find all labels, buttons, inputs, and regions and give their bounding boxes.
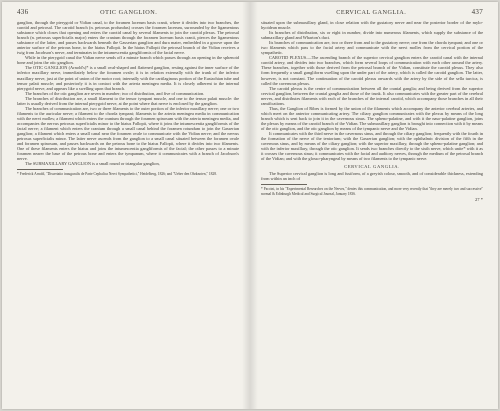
right-gutter-shadow — [250, 2, 258, 409]
paragraph: situated upon the submaxillary gland, in close relation with the gustatory nerve and near the posterior border of the mylo-hyoidean muscle. — [261, 20, 483, 31]
book-spread — [2, 2, 498, 409]
right-running-title: CERVICAL GANGLIA. — [336, 9, 407, 16]
paragraph: Thus, the Ganglion of Ribes is formed by the union of the filaments which accompany the anterior cerebral arteries, and which meet on the anterior communicating artery. The ciliary ganglion communicates with the plexus by means of the long branch which is sent back to join it in the cavernous sinus. The spheno-palatine, and with it the naso-palatine ganglion, joins the plexus by means of the carotid branch of the Vidian. The submaxillary ganglion is brought into connection with it by means of the otic ganglion, and the otic ganglion by means of the tympanic nerve and the Vidian. — [261, 105, 483, 131]
paragraph: The branches of communication are, two or three filaments to the outer portion of the inferior maxillary nerve; one or two filaments to the auricular nerve; a filament to the chorda tympani; filaments to the arteria meningea media in communication with the nervi molles; a filament which enters the cranium through the foramen spinosum with the arteria meningea media, and accompanies the nervus petrosus superficialis minor to the hiatus Fallopii, where it joins the intumescentia gangliformis of the facial nerve; a filament which enters the cranium through a small canal behind the foramen rotundum to join the Gasserian ganglion; a filament which enters a small canal near the foramen ovale to communicate with the Vidian nerve; and the nervus petrosus superficialis minor. The latter nerve ascends from the ganglion to a small canal situated between the foramen ovale and foramen spinosum, and passes backwards on the petrous bone to the hiatus Fallopii, where it divides into two filaments. One of these filaments enters the hiatus and joins the intumescentia gangliformis of the facial; the other passes to a minute foramen nearer the base of the petrous bone and enters the tympanum, where it communicates with a branch of Jacobson's nerve. — [17, 105, 239, 162]
section-heading: CERVICAL GANGLIA. — [344, 164, 400, 170]
right-footnote: * Paccini, in his "Experimental Researches on the Nerves," denies this communication, and more very recently that "they are merely two and successive" normal & Edinburgh Medical and Surgical Journal, January 1836. — [261, 187, 483, 196]
paragraph: Its branches of distribution, six or eight in number, divide into numerous filaments, which supply the substance of the submaxillary gland and Wharton's duct. — [261, 30, 483, 41]
paragraph: The carotid plexus is the centre of communication between all the cranial ganglia; and being derived from the superior cervical ganglion, between the cranial ganglia and those of the trunk. It also communicates with the greater part of the cerebral nerves, and distributes filaments with each of the branches of the internal carotid, which accompany those branches in all their ramifications. — [261, 85, 483, 106]
paragraph: It communicates with the third nerve in the cavernous sinus, and through the ciliary ganglion; frequently with the fourth in the formation of the nerve of the tentorium; with the Gasserian ganglion; with the ophthalmic division of the fifth in the cavernous sinus, and by means of the ciliary ganglion; with the superior maxillary, through the spheno-palatine ganglion; and with the inferior maxillary, through the otic ganglion. It sends two branches directly to the sixth nerve, which unite* with it as it crosses the cavernous sinus; it communicates with the facial and auditory nerves, through the medium of the petrosal branch of the Vidian; and with the glosso-pharyngeal by means of two filaments to the tympanic nerve. — [261, 131, 483, 162]
left-footnote: * Frederick Arnold, "Dissertatio inauguralis de Parte Cephalica Nervi Sympathetici," Heidelberg, 1826; and "Ueber den Ohrknoten," 1828. — [17, 172, 217, 177]
right-page-number: 437 — [471, 8, 483, 16]
left-page-body — [17, 20, 239, 177]
signature-mark: 27 * — [474, 197, 483, 203]
paragraph: Its branches of communication are, two or three from and to the gustatory nerve; one from the chorda tympani; and one or two filaments which pass to the facial artery and communicate with the nervi molles from the cervical portion of the sympathetic. — [261, 40, 483, 56]
right-page-header — [261, 8, 483, 16]
right-page-body — [261, 20, 483, 202]
paragraph: The OTIC GANGLION (Arnold's)* is a small oval-shaped and flattened ganglion, resting against the inner surface of the inferior maxillary nerve, immediately below the foramen ovale; it is in relation externally with the trunk of the inferior maxillary nerve, just at the point of union of the motor root; internally with the cartilaginous portion of the Eustachian tube and tensor palati muscle; and posteriorly it is in contact with the arteria meningea media. It is closely adherent to the internal pterygoid nerve, and appears like a swelling upon that branch. — [17, 65, 239, 91]
paragraph: The SUBMAXILLARY GANGLION is a small round or triangular ganglion, — [25, 161, 160, 167]
paragraph: CAROTID PLEXUS.—The ascending branch of the superior cervical ganglion enters the carotid canal with the internal carotid artery, and divides into two branches, which form several loops of communication with each other around the artery. These branches, together with those derived from the petrosal branch of the Vidian, constitute the carotid plexus. They also form frequently a small gangliform swelling upon the under part of the artery, which is called the carotid ganglion. The latter, however, is not constant. The continuation of the carotid plexus onwards with the artery by the side of the sella turcica, is called the cavernous plexus. — [261, 55, 483, 86]
left-gutter-shadow — [242, 2, 250, 409]
right-page — [250, 2, 498, 409]
paragraph: The branches of distribution are, a small filament to the tensor tympani muscle, and one to the tensor palati muscle: the latter is usually derived from the internal pterygoid nerve, at the point where that nerve is enclosed by the ganglion. — [17, 95, 239, 106]
paragraph: While in the pterygoid canal the Vidian nerve sends off a minute branch which passes through an opening in the sphenoid bone and joins the otic ganglion. — [17, 55, 239, 66]
left-page-number: 436 — [17, 8, 29, 16]
paragraph: The branches of the otic ganglion are seven in number; two of distribution, and five of communication. — [25, 90, 205, 96]
left-page — [2, 2, 250, 409]
left-page-header — [17, 8, 239, 16]
footnote-rule — [261, 184, 307, 185]
paragraph: The Superior cervical ganglion is long and fusiform, of a greyish colour, smooth, and of considerable thickness, extending from within an inch of — [261, 171, 483, 182]
paragraph: ganglion, through the pterygoid or Vidian canal, to the foramen lacerum basis cranii, where it divides into two branches, the carotid and petrosal. The carotid branch (n. petrosus profundus) crosses the foramen lacerum, surrounded by the ligamentous substance which closes that opening and enters the carotid canal by several filaments to join the carotid plexus. The petrosal branch (n. petrosus superficialis major) enters the cranium through the foramen lacerum basis cranii, pierces the ligamentous substance of the latter, and passes backwards beneath the Gasserian ganglion and dura mater, embedded in a groove upon the anterior surface of the petrous bone, to the hiatus Fallopii. In the hiatus Fallopii the petrosal branch of the Vidian receives a twig from Jacobson's nerve, and terminates in the intumescentia gangliformis of the facial nerve. — [17, 20, 239, 56]
left-running-title: OTIC GANGLION. — [100, 9, 158, 16]
footnote-rule — [17, 169, 63, 170]
